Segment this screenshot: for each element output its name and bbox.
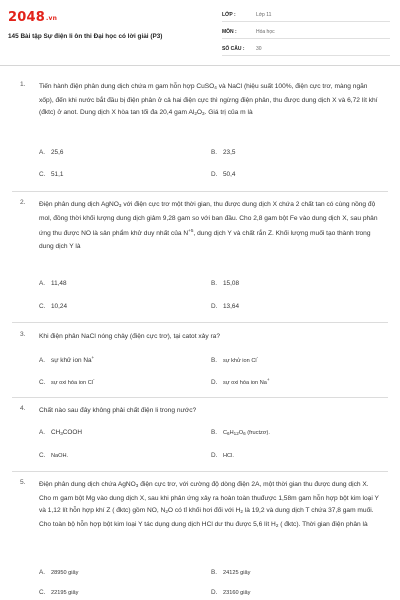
meta-question-count [222, 43, 390, 56]
option-c[interactable] [39, 452, 68, 459]
option-text: 10,24 [51, 303, 67, 310]
meta-value: 30 [256, 46, 262, 52]
option-letter: B. [211, 149, 218, 156]
option-text: 23,5 [223, 149, 236, 156]
option-letter: C. [39, 303, 46, 310]
option-letter: A. [39, 569, 46, 576]
option-letter: B. [211, 429, 218, 436]
divider [12, 397, 388, 398]
option-d[interactable] [211, 303, 239, 310]
question-number: 5. [20, 479, 26, 486]
option-a[interactable] [39, 280, 67, 287]
option-c[interactable] [39, 589, 78, 596]
option-letter: C. [39, 379, 46, 386]
option-c[interactable] [39, 171, 63, 178]
option-text: 24125 giây [223, 570, 251, 576]
option-text: 28950 giây [51, 570, 79, 576]
logo-domain: .vn [45, 15, 58, 22]
meta-key: LỚP : [222, 12, 236, 18]
option-letter: C. [39, 171, 46, 178]
question-number: 1. [20, 81, 26, 88]
question-text: Điện phân dung dịch chứa AgNO$_3$ điện cực trơ, với cường độ dòng điện 2A, một thời gian thu được dung dịch X. Cho m gam bột Mg vào dung dịch X, sau khi phản ứng xảy ra hoàn toàn thuđược 1,58m gam hỗn hợp bột kim loại Y và 1,12 lít hỗn hợp khí Z ( đktc) gồm NO, $N_2O$ có tỉ khối hơi đối với $H_2$ là 19,2 và dung dịch T chứa 37,8 gam muối. Cho toàn bộ hỗn hợp bột kim loại Y tác dụng dung dịch HCl dư thu được 5,6 lít $H_2$ ( đktc). Thời gian điện phân là [39, 481, 379, 528]
question-text: Chất nào sau đây không phải chất điện li trong nước? [39, 407, 197, 414]
divider [12, 191, 388, 192]
option-letter: D. [211, 171, 218, 178]
option-letter: D. [211, 379, 218, 386]
meta-key: MÔN : [222, 29, 237, 35]
meta-subject [222, 26, 390, 39]
option-text: $CH_3COOH$ [51, 429, 82, 436]
option-a[interactable] [39, 569, 78, 576]
question-text: Điện phân dung dịch AgNO$_3$ với điện cực trơ một thời gian, thu được dung dịch X chứa 2 chất tan có cùng nồng độ mol, đồng thời khối lượng dung dịch giảm 9,28 gam so với ban đầu. Cho 2,8 gam bột Fe vào dung dịch X, sau phản ứng thu được NO là sản phẩm khử duy nhất của $N^{+5}$, dung dịch Y và chất rắn Z. Khối lượng muối tạo thành trong dung dịch Y là [39, 201, 378, 250]
question-number: 2. [20, 199, 26, 206]
option-letter: D. [211, 589, 218, 596]
option-text: sự oxi hóa ion Cl- [51, 377, 95, 386]
option-letter: B. [211, 569, 218, 576]
option-text: sự khử ion Cl- [223, 355, 259, 364]
option-text: 22195 giây [51, 590, 79, 596]
site-logo[interactable] [8, 10, 57, 25]
page-header [0, 0, 400, 66]
option-text: 11,48 [51, 280, 67, 287]
option-c[interactable] [39, 377, 95, 386]
option-d[interactable] [211, 589, 250, 596]
document-title: 145 Bài tập Sự điện li ôn thi Đại học có lời giải (P3) [8, 33, 163, 40]
option-text: 13,64 [223, 303, 239, 310]
option-a[interactable] [39, 149, 63, 156]
option-text: 25,6 [51, 149, 64, 156]
option-text: 15,08 [223, 280, 239, 287]
option-letter: C. [39, 589, 46, 596]
option-text: sự oxi hóa ion Na+ [223, 377, 270, 386]
meta-value: Hóa học [256, 29, 275, 35]
option-text: 50,4 [223, 171, 236, 178]
option-b[interactable] [211, 355, 258, 364]
meta-value: Lớp 11 [256, 12, 272, 18]
divider [12, 322, 388, 323]
option-text: 51,1 [51, 171, 64, 178]
option-text: sự khử ion Na+ [51, 355, 95, 364]
option-b[interactable] [211, 149, 235, 156]
meta-grade [222, 9, 390, 22]
option-letter: C. [39, 452, 46, 459]
option-letter: A. [39, 149, 46, 156]
option-text: 23160 giây [223, 590, 251, 596]
option-b[interactable] [211, 429, 270, 436]
option-text: NaOH. [51, 453, 69, 459]
question-number: 3. [20, 331, 26, 338]
option-d[interactable] [211, 452, 234, 459]
option-d[interactable] [211, 171, 235, 178]
question-text: Tiến hành điện phân dung dịch chứa m gam hỗn hợp CuSO$_4$ và NaCl (hiệu suất 100%, điện cực trơ, màng ngăn xốp), đến khi nước bắt đầu bị điện phân ở cả hai điện cực thì ngừng điện phân, thu được dung dịch X và 6,72 lít khí (đktc) ở anot. Dung dịch X hòa tan tối đa 20,4 gam $Al_2O_3$. Giá trị của m là [39, 83, 378, 116]
option-d[interactable] [211, 377, 270, 386]
option-a[interactable] [39, 355, 94, 364]
question-number: 4. [20, 405, 26, 412]
meta-key: SỐ CÂU : [222, 46, 245, 52]
option-text: $C_6H_{12}O_6$ (fructzơ). [223, 430, 270, 436]
option-letter: D. [211, 303, 218, 310]
option-letter: D. [211, 452, 218, 459]
option-letter: A. [39, 429, 46, 436]
option-text: HCl. [223, 453, 234, 459]
option-b[interactable] [211, 569, 250, 576]
option-c[interactable] [39, 303, 67, 310]
logo-main: 2048 [8, 10, 45, 25]
option-letter: A. [39, 357, 46, 364]
divider [12, 471, 388, 472]
option-a[interactable] [39, 429, 82, 436]
question-text: Khi điện phân NaCl nóng chảy (điện cực trơ), tại catot xảy ra? [39, 333, 220, 340]
option-letter: B. [211, 280, 218, 287]
option-letter: A. [39, 280, 46, 287]
option-letter: B. [211, 357, 218, 364]
option-b[interactable] [211, 280, 239, 287]
